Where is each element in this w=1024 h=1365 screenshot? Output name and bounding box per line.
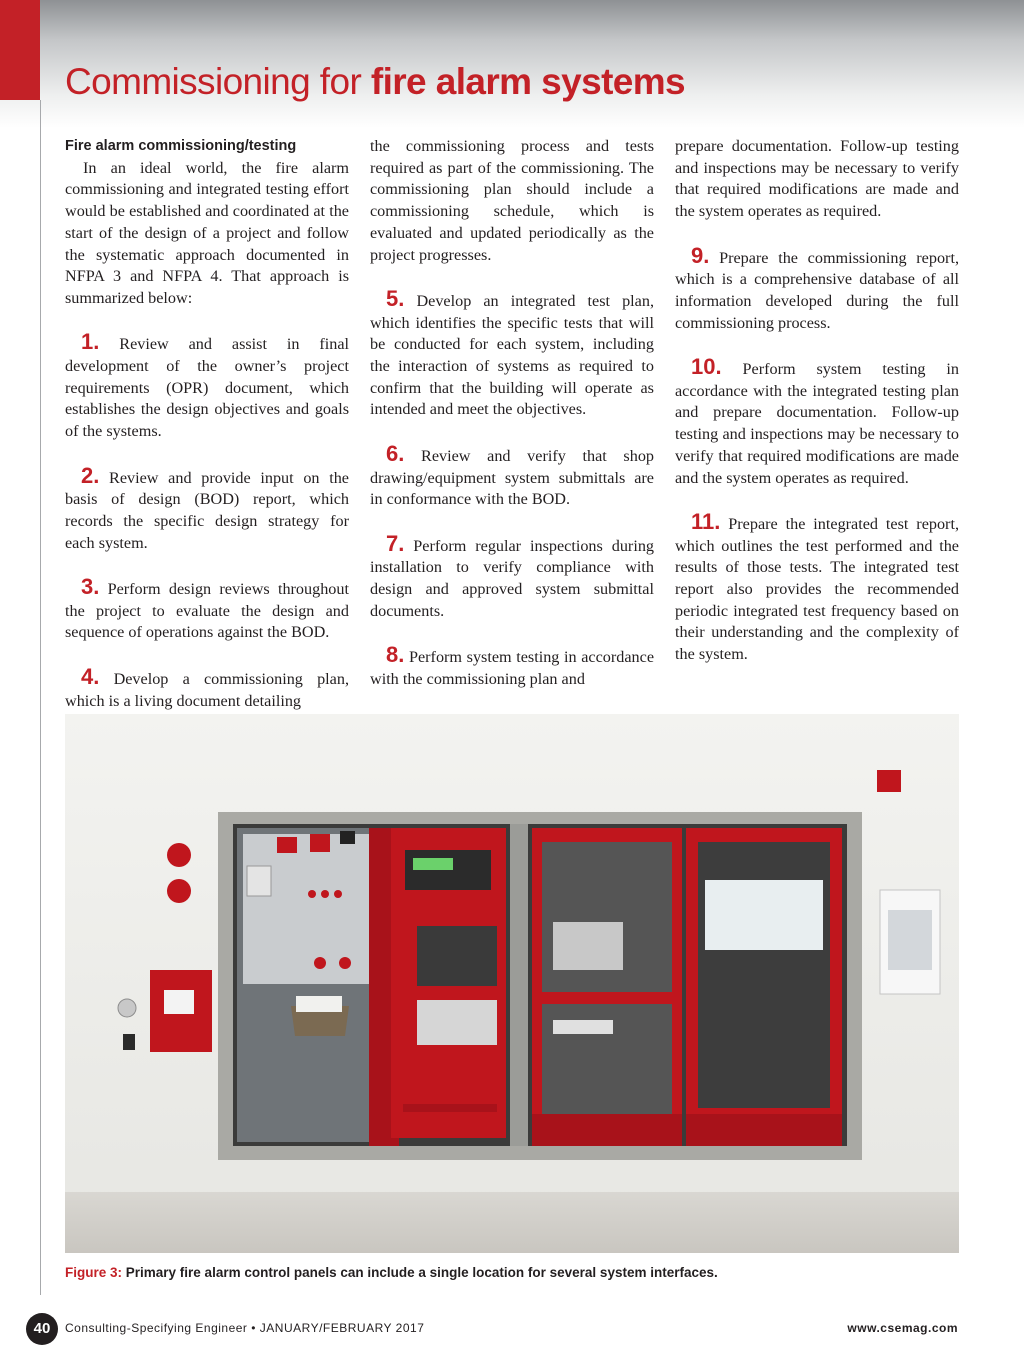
item-number: 7. <box>386 530 405 556</box>
list-item <box>65 663 350 712</box>
list-item <box>65 462 349 555</box>
list-item <box>370 644 654 690</box>
item-number: 11. <box>691 508 721 534</box>
title-light: Commissioning for <box>65 61 371 102</box>
page-number: 40 <box>26 1313 58 1345</box>
title-bold: fire alarm systems <box>370 61 686 102</box>
figure-caption <box>65 1265 718 1280</box>
list-item <box>65 576 349 644</box>
item-number: 5. <box>386 285 405 311</box>
item-text: Prepare the integrated test report, which outlines the test performed and the results of those tests. The integrated test report also provides the recommended periodic integrated test frequency based on their understanding and the complexity of the system. <box>675 514 959 664</box>
item-text: Perform system testing in accordance with the commissioning plan and <box>370 648 655 688</box>
text-column-1 <box>65 136 349 712</box>
item-number: 9. <box>691 242 710 268</box>
figure-photo <box>65 714 959 1253</box>
item-text: Review and assist in final development of the owner’s project requirements (OPR) document, which establishes the design objectives and goals of the systems. <box>65 335 350 441</box>
publication-line: Consulting-Specifying Engineer • JANUARY/FEBRUARY 2017 <box>65 1321 425 1335</box>
item-text: Perform regular inspections during installation to verify compliance with design and approved system submittal documents. <box>370 536 655 620</box>
text-column-2 <box>370 136 654 691</box>
list-item <box>675 508 959 666</box>
item-text: Develop an integrated test plan, which identifies the specific tests that will be conducted for each system, including the interaction of systems as required to confirm that the building will operate as intended and meet the objectives. <box>370 291 655 419</box>
section-tab <box>0 0 40 100</box>
item-number: 3. <box>81 574 100 600</box>
item-text: Perform design reviews throughout the project to evaluate the design and sequence of operations against the BOD. <box>65 580 349 642</box>
figure-label: Figure 3: <box>65 1265 123 1280</box>
text-column-3 <box>675 136 959 666</box>
fire-alarm-panels-illustration <box>65 714 959 1253</box>
item-text: Review and provide input on the basis of design (BOD) report, which records the specific design strategy for each system. <box>65 468 349 552</box>
page-title <box>65 60 685 104</box>
list-item <box>65 331 349 443</box>
website-url: www.csemag.com <box>847 1321 958 1335</box>
margin-rule <box>40 100 41 1295</box>
item-number: 10. <box>691 354 722 379</box>
item-number: 6. <box>386 440 405 466</box>
item-number: 2. <box>81 462 100 488</box>
list-item <box>675 242 959 335</box>
item-number: 1. <box>81 329 100 355</box>
section-subhead: Fire alarm commissioning/testing <box>65 138 297 154</box>
list-item <box>675 356 959 489</box>
intro-paragraph: In an ideal world, the fire alarm commissioning and integrated testing effort would be established and coordinated at the start of the design of a project and follow the systematic approach documented in NFPA 3 and NFPA 4. That approach is summarized below: <box>65 158 349 307</box>
item-number: 8. <box>386 642 405 668</box>
item-continuation: prepare documentation. Follow-up testing and inspections may be necessary to verify that required modifications are made and the system operates as required. <box>675 137 959 221</box>
list-item <box>370 440 655 511</box>
item-text: Develop a commissioning plan, which is a living document detailing <box>65 669 350 710</box>
item-text: Perform system testing in accordance with the integrated testing plan and prepare documentation. Follow-up testing and inspections may be necessary to verify that required modifications are made and the system operates as required. <box>675 360 960 487</box>
figure-caption-text: Primary fire alarm control panels can include a single location for several system interfaces. <box>122 1265 718 1280</box>
item-text: Review and verify that shop drawing/equipment system submittals are in conformance with the BOD. <box>370 446 655 509</box>
list-item <box>370 285 655 421</box>
item-number: 4. <box>81 663 100 689</box>
item-continuation: the commissioning process and tests required as part of the commissioning. The commissioning plan should include a commissioning schedule, which is evaluated and updated periodically as the project progresses. <box>370 137 654 264</box>
item-text: Prepare the commissioning report, which is a comprehensive database of all information developed during the full commissioning process. <box>675 248 959 332</box>
list-item <box>370 530 655 623</box>
